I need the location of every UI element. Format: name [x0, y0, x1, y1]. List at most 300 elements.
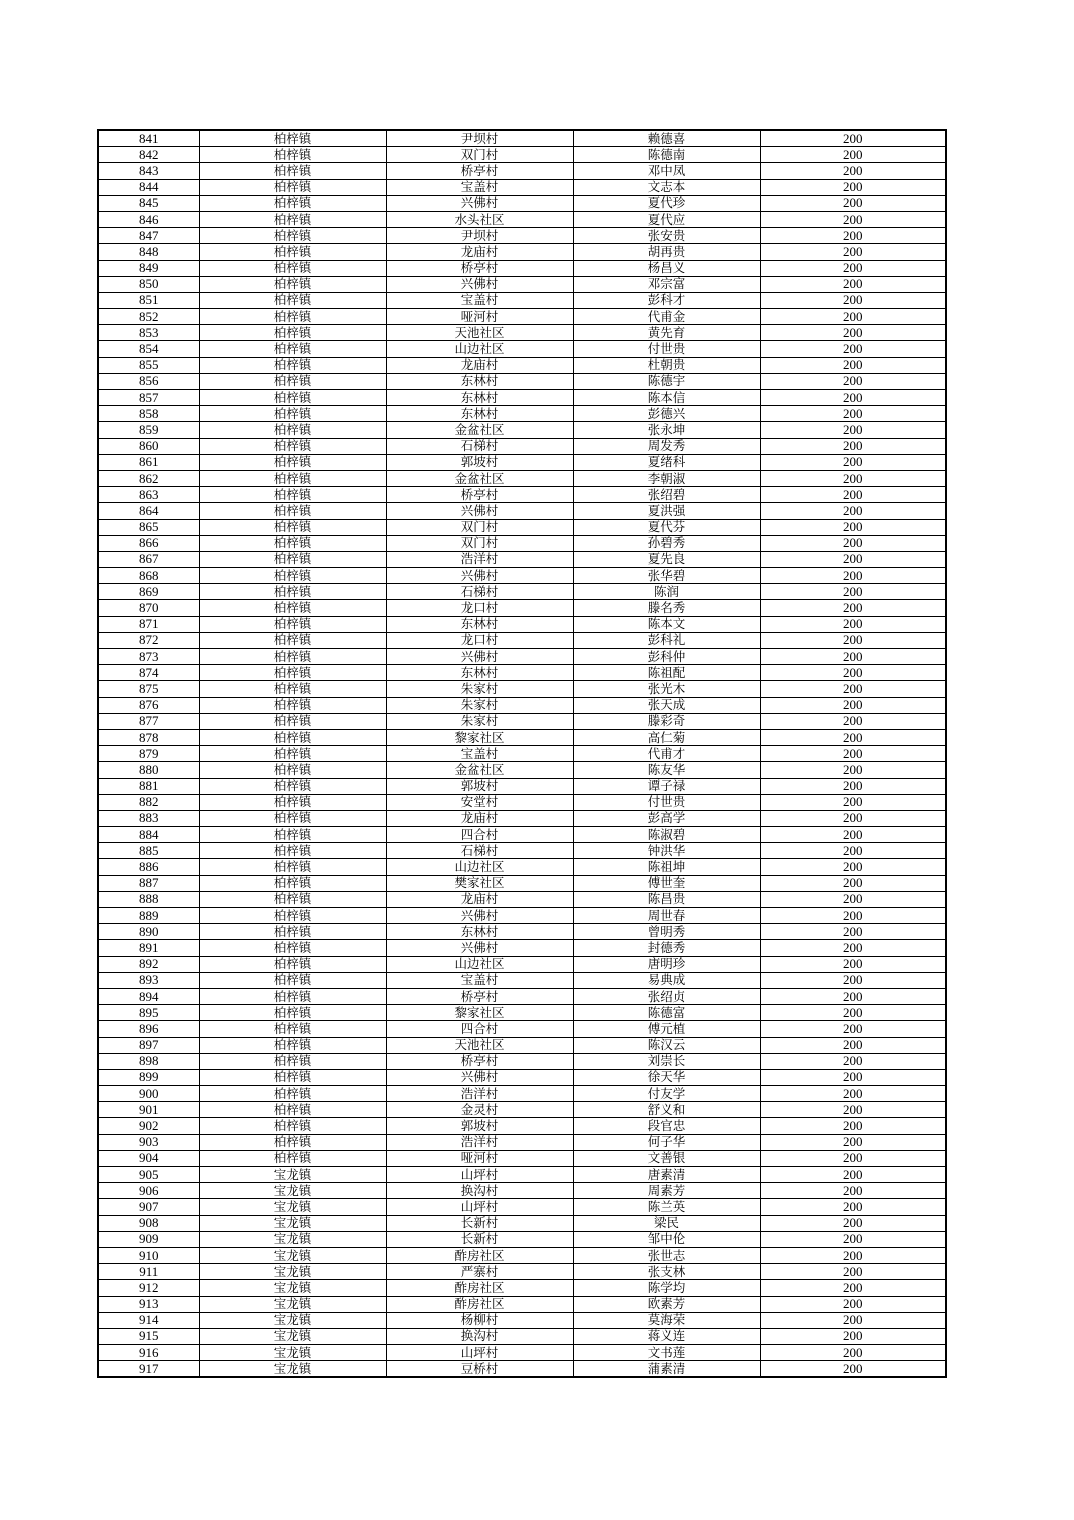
village-cell: 东林村 — [386, 406, 573, 422]
person-name-cell: 孙碧秀 — [573, 535, 760, 551]
town-cell: 柏梓镇 — [199, 163, 386, 179]
row-number-cell: 889 — [98, 908, 199, 924]
village-cell: 兴佛村 — [386, 908, 573, 924]
village-cell: 兴佛村 — [386, 1069, 573, 1085]
amount-cell: 200 — [760, 244, 946, 260]
town-cell: 柏梓镇 — [199, 1134, 386, 1150]
village-cell: 东林村 — [386, 373, 573, 389]
amount-cell: 200 — [760, 1021, 946, 1037]
row-number-cell: 893 — [98, 972, 199, 988]
person-name-cell: 邓宗富 — [573, 276, 760, 292]
table-row — [98, 1053, 946, 1069]
row-number-cell: 871 — [98, 616, 199, 632]
town-cell: 宝龙镇 — [199, 1215, 386, 1231]
row-number-cell: 914 — [98, 1312, 199, 1328]
person-name-cell: 舒义和 — [573, 1102, 760, 1118]
row-number-cell: 863 — [98, 487, 199, 503]
village-cell: 石梯村 — [386, 438, 573, 454]
town-cell: 柏梓镇 — [199, 519, 386, 535]
person-name-cell: 张世志 — [573, 1247, 760, 1263]
amount-cell: 200 — [760, 1345, 946, 1361]
village-cell: 金盆社区 — [386, 762, 573, 778]
table-row — [98, 956, 946, 972]
table-row — [98, 1069, 946, 1085]
table-row — [98, 163, 946, 179]
village-cell: 山坪村 — [386, 1345, 573, 1361]
amount-cell: 200 — [760, 794, 946, 810]
town-cell: 宝龙镇 — [199, 1247, 386, 1263]
row-number-cell: 869 — [98, 584, 199, 600]
village-cell: 东林村 — [386, 924, 573, 940]
amount-cell: 200 — [760, 211, 946, 227]
town-cell: 柏梓镇 — [199, 276, 386, 292]
town-cell: 柏梓镇 — [199, 422, 386, 438]
town-cell: 柏梓镇 — [199, 325, 386, 341]
person-name-cell: 夏先良 — [573, 551, 760, 567]
table-row — [98, 568, 946, 584]
row-number-cell: 883 — [98, 810, 199, 826]
table-row — [98, 665, 946, 681]
row-number-cell: 874 — [98, 665, 199, 681]
village-cell: 郭坡村 — [386, 454, 573, 470]
person-name-cell: 赖德喜 — [573, 130, 760, 147]
table-row — [98, 390, 946, 406]
row-number-cell: 849 — [98, 260, 199, 276]
table-row — [98, 762, 946, 778]
town-cell: 柏梓镇 — [199, 1037, 386, 1053]
row-number-cell: 907 — [98, 1199, 199, 1215]
village-cell: 金灵村 — [386, 1102, 573, 1118]
amount-cell: 200 — [760, 956, 946, 972]
table-row — [98, 1134, 946, 1150]
table-row — [98, 276, 946, 292]
person-name-cell: 张安贵 — [573, 228, 760, 244]
table-row — [98, 373, 946, 389]
town-cell: 柏梓镇 — [199, 1102, 386, 1118]
table-row — [98, 260, 946, 276]
amount-cell: 200 — [760, 341, 946, 357]
row-number-cell: 912 — [98, 1280, 199, 1296]
row-number-cell: 894 — [98, 988, 199, 1004]
row-number-cell: 846 — [98, 211, 199, 227]
person-name-cell: 陈汉云 — [573, 1037, 760, 1053]
row-number-cell: 850 — [98, 276, 199, 292]
table-row — [98, 600, 946, 616]
row-number-cell: 910 — [98, 1247, 199, 1263]
town-cell: 柏梓镇 — [199, 1118, 386, 1134]
table-row — [98, 729, 946, 745]
row-number-cell: 875 — [98, 681, 199, 697]
table-row — [98, 551, 946, 567]
person-name-cell: 陈昌贵 — [573, 891, 760, 907]
village-cell: 朱家村 — [386, 697, 573, 713]
village-cell: 严寨村 — [386, 1264, 573, 1280]
amount-cell: 200 — [760, 195, 946, 211]
town-cell: 宝龙镇 — [199, 1280, 386, 1296]
person-name-cell: 蒋义连 — [573, 1328, 760, 1344]
town-cell: 柏梓镇 — [199, 956, 386, 972]
town-cell: 柏梓镇 — [199, 503, 386, 519]
person-name-cell: 黄先育 — [573, 325, 760, 341]
town-cell: 柏梓镇 — [199, 454, 386, 470]
person-name-cell: 陈祖配 — [573, 665, 760, 681]
amount-cell: 200 — [760, 1231, 946, 1247]
town-cell: 柏梓镇 — [199, 940, 386, 956]
table-row — [98, 195, 946, 211]
table-row — [98, 1167, 946, 1183]
table-row — [98, 341, 946, 357]
person-name-cell: 代甫金 — [573, 309, 760, 325]
amount-cell: 200 — [760, 697, 946, 713]
table-row — [98, 1118, 946, 1134]
person-name-cell: 夏代应 — [573, 211, 760, 227]
town-cell: 柏梓镇 — [199, 390, 386, 406]
village-cell: 酢房社区 — [386, 1247, 573, 1263]
town-cell: 柏梓镇 — [199, 244, 386, 260]
town-cell: 柏梓镇 — [199, 616, 386, 632]
row-number-cell: 873 — [98, 649, 199, 665]
town-cell: 柏梓镇 — [199, 600, 386, 616]
village-cell: 桥亭村 — [386, 487, 573, 503]
table-row — [98, 616, 946, 632]
amount-cell: 200 — [760, 632, 946, 648]
amount-cell: 200 — [760, 551, 946, 567]
amount-cell: 200 — [760, 1134, 946, 1150]
amount-cell: 200 — [760, 390, 946, 406]
village-cell: 山坪村 — [386, 1199, 573, 1215]
row-number-cell: 862 — [98, 470, 199, 486]
person-name-cell: 彭科仲 — [573, 649, 760, 665]
village-cell: 长新村 — [386, 1231, 573, 1247]
table-row — [98, 778, 946, 794]
person-name-cell: 易典成 — [573, 972, 760, 988]
row-number-cell: 877 — [98, 713, 199, 729]
row-number-cell: 853 — [98, 325, 199, 341]
amount-cell: 200 — [760, 535, 946, 551]
amount-cell: 200 — [760, 584, 946, 600]
town-cell: 柏梓镇 — [199, 1053, 386, 1069]
table-row — [98, 357, 946, 373]
row-number-cell: 902 — [98, 1118, 199, 1134]
person-name-cell: 邓中凤 — [573, 163, 760, 179]
amount-cell: 200 — [760, 1312, 946, 1328]
town-cell: 柏梓镇 — [199, 292, 386, 308]
row-number-cell: 888 — [98, 891, 199, 907]
row-number-cell: 867 — [98, 551, 199, 567]
town-cell: 宝龙镇 — [199, 1167, 386, 1183]
table-row — [98, 681, 946, 697]
amount-cell: 200 — [760, 1102, 946, 1118]
row-number-cell: 915 — [98, 1328, 199, 1344]
person-name-cell: 陈润 — [573, 584, 760, 600]
village-cell: 东林村 — [386, 665, 573, 681]
village-cell: 豆桥村 — [386, 1361, 573, 1378]
town-cell: 柏梓镇 — [199, 568, 386, 584]
village-cell: 郭坡村 — [386, 778, 573, 794]
table-row — [98, 487, 946, 503]
row-number-cell: 892 — [98, 956, 199, 972]
town-cell: 宝龙镇 — [199, 1231, 386, 1247]
row-number-cell: 882 — [98, 794, 199, 810]
village-cell: 酢房社区 — [386, 1280, 573, 1296]
table-row — [98, 1215, 946, 1231]
amount-cell: 200 — [760, 130, 946, 147]
amount-cell: 200 — [760, 1280, 946, 1296]
town-cell: 柏梓镇 — [199, 875, 386, 891]
row-number-cell: 876 — [98, 697, 199, 713]
row-number-cell: 860 — [98, 438, 199, 454]
data-table — [97, 129, 947, 1378]
table-row — [98, 632, 946, 648]
amount-cell: 200 — [760, 470, 946, 486]
village-cell: 郭坡村 — [386, 1118, 573, 1134]
row-number-cell: 858 — [98, 406, 199, 422]
table-row — [98, 940, 946, 956]
town-cell: 柏梓镇 — [199, 341, 386, 357]
town-cell: 宝龙镇 — [199, 1345, 386, 1361]
amount-cell: 200 — [760, 713, 946, 729]
village-cell: 东林村 — [386, 390, 573, 406]
row-number-cell: 904 — [98, 1150, 199, 1166]
table-row — [98, 649, 946, 665]
table-row — [98, 1328, 946, 1344]
row-number-cell: 847 — [98, 228, 199, 244]
town-cell: 柏梓镇 — [199, 729, 386, 745]
amount-cell: 200 — [760, 1199, 946, 1215]
row-number-cell: 899 — [98, 1069, 199, 1085]
row-number-cell: 864 — [98, 503, 199, 519]
village-cell: 龙庙村 — [386, 357, 573, 373]
amount-cell: 200 — [760, 487, 946, 503]
town-cell: 柏梓镇 — [199, 746, 386, 762]
row-number-cell: 856 — [98, 373, 199, 389]
person-name-cell: 唐明珍 — [573, 956, 760, 972]
village-cell: 朱家村 — [386, 713, 573, 729]
village-cell: 尹坝村 — [386, 130, 573, 147]
town-cell: 柏梓镇 — [199, 1150, 386, 1166]
village-cell: 兴佛村 — [386, 649, 573, 665]
table-row — [98, 1231, 946, 1247]
table-row — [98, 891, 946, 907]
amount-cell: 200 — [760, 422, 946, 438]
person-name-cell: 陈祖坤 — [573, 859, 760, 875]
amount-cell: 200 — [760, 1069, 946, 1085]
table-row — [98, 1150, 946, 1166]
table-row — [98, 454, 946, 470]
row-number-cell: 865 — [98, 519, 199, 535]
amount-cell: 200 — [760, 438, 946, 454]
row-number-cell: 881 — [98, 778, 199, 794]
town-cell: 宝龙镇 — [199, 1296, 386, 1312]
town-cell: 柏梓镇 — [199, 438, 386, 454]
amount-cell: 200 — [760, 762, 946, 778]
amount-cell: 200 — [760, 746, 946, 762]
person-name-cell: 付友学 — [573, 1086, 760, 1102]
table-row — [98, 1021, 946, 1037]
amount-cell: 200 — [760, 1118, 946, 1134]
table-row — [98, 1199, 946, 1215]
amount-cell: 200 — [760, 616, 946, 632]
town-cell: 柏梓镇 — [199, 908, 386, 924]
table-row — [98, 988, 946, 1004]
person-name-cell: 欧素芳 — [573, 1296, 760, 1312]
row-number-cell: 911 — [98, 1264, 199, 1280]
table-row — [98, 1086, 946, 1102]
table-row — [98, 244, 946, 260]
table-row — [98, 422, 946, 438]
row-number-cell: 887 — [98, 875, 199, 891]
table-row — [98, 179, 946, 195]
row-number-cell: 905 — [98, 1167, 199, 1183]
amount-cell: 200 — [760, 373, 946, 389]
person-name-cell: 张光木 — [573, 681, 760, 697]
amount-cell: 200 — [760, 406, 946, 422]
amount-cell: 200 — [760, 1328, 946, 1344]
amount-cell: 200 — [760, 325, 946, 341]
person-name-cell: 付世贵 — [573, 341, 760, 357]
town-cell: 宝龙镇 — [199, 1312, 386, 1328]
village-cell: 浩洋村 — [386, 1086, 573, 1102]
village-cell: 龙口村 — [386, 632, 573, 648]
village-cell: 石梯村 — [386, 584, 573, 600]
town-cell: 柏梓镇 — [199, 665, 386, 681]
village-cell: 双门村 — [386, 519, 573, 535]
amount-cell: 200 — [760, 859, 946, 875]
row-number-cell: 898 — [98, 1053, 199, 1069]
table-row — [98, 584, 946, 600]
town-cell: 柏梓镇 — [199, 584, 386, 600]
town-cell: 柏梓镇 — [199, 988, 386, 1004]
village-cell: 宝盖村 — [386, 179, 573, 195]
town-cell: 柏梓镇 — [199, 357, 386, 373]
row-number-cell: 848 — [98, 244, 199, 260]
person-name-cell: 周世春 — [573, 908, 760, 924]
town-cell: 柏梓镇 — [199, 924, 386, 940]
village-cell: 东林村 — [386, 616, 573, 632]
person-name-cell: 陈友华 — [573, 762, 760, 778]
amount-cell: 200 — [760, 1215, 946, 1231]
table-row — [98, 325, 946, 341]
amount-cell: 200 — [760, 309, 946, 325]
town-cell: 柏梓镇 — [199, 535, 386, 551]
table-row — [98, 130, 946, 147]
amount-cell: 200 — [760, 292, 946, 308]
row-number-cell: 872 — [98, 632, 199, 648]
table-row — [98, 859, 946, 875]
village-cell: 宝盖村 — [386, 972, 573, 988]
town-cell: 柏梓镇 — [199, 810, 386, 826]
row-number-cell: 906 — [98, 1183, 199, 1199]
table-row — [98, 470, 946, 486]
row-number-cell: 896 — [98, 1021, 199, 1037]
town-cell: 柏梓镇 — [199, 470, 386, 486]
person-name-cell: 彭科礼 — [573, 632, 760, 648]
town-cell: 柏梓镇 — [199, 1069, 386, 1085]
amount-cell: 200 — [760, 228, 946, 244]
table-row — [98, 713, 946, 729]
person-name-cell: 滕彩奇 — [573, 713, 760, 729]
person-name-cell: 周素芳 — [573, 1183, 760, 1199]
village-cell: 浩洋村 — [386, 1134, 573, 1150]
person-name-cell: 何子华 — [573, 1134, 760, 1150]
row-number-cell: 903 — [98, 1134, 199, 1150]
village-cell: 天池社区 — [386, 325, 573, 341]
village-cell: 换沟村 — [386, 1183, 573, 1199]
table-row — [98, 827, 946, 843]
person-name-cell: 邹中伦 — [573, 1231, 760, 1247]
amount-cell: 200 — [760, 1053, 946, 1069]
person-name-cell: 文善银 — [573, 1150, 760, 1166]
table-row — [98, 810, 946, 826]
row-number-cell: 913 — [98, 1296, 199, 1312]
person-name-cell: 陈兰英 — [573, 1199, 760, 1215]
town-cell: 柏梓镇 — [199, 1086, 386, 1102]
person-name-cell: 胡再贵 — [573, 244, 760, 260]
town-cell: 柏梓镇 — [199, 859, 386, 875]
village-cell: 四合村 — [386, 1021, 573, 1037]
town-cell: 柏梓镇 — [199, 406, 386, 422]
amount-cell: 200 — [760, 1150, 946, 1166]
person-name-cell: 张天成 — [573, 697, 760, 713]
village-cell: 龙庙村 — [386, 810, 573, 826]
person-name-cell: 彭科才 — [573, 292, 760, 308]
town-cell: 柏梓镇 — [199, 260, 386, 276]
town-cell: 柏梓镇 — [199, 778, 386, 794]
village-cell: 杨柳村 — [386, 1312, 573, 1328]
table-row — [98, 1361, 946, 1378]
row-number-cell: 854 — [98, 341, 199, 357]
table-row — [98, 908, 946, 924]
table-row — [98, 1037, 946, 1053]
row-number-cell: 916 — [98, 1345, 199, 1361]
amount-cell: 200 — [760, 729, 946, 745]
town-cell: 宝龙镇 — [199, 1264, 386, 1280]
amount-cell: 200 — [760, 940, 946, 956]
village-cell: 换沟村 — [386, 1328, 573, 1344]
table-row — [98, 519, 946, 535]
person-name-cell: 代甫才 — [573, 746, 760, 762]
amount-cell: 200 — [760, 568, 946, 584]
village-cell: 水头社区 — [386, 211, 573, 227]
town-cell: 柏梓镇 — [199, 891, 386, 907]
table-row — [98, 843, 946, 859]
row-number-cell: 844 — [98, 179, 199, 195]
person-name-cell: 夏代珍 — [573, 195, 760, 211]
village-cell: 桥亭村 — [386, 1053, 573, 1069]
amount-cell: 200 — [760, 908, 946, 924]
village-cell: 黎家社区 — [386, 729, 573, 745]
person-name-cell: 刘崇长 — [573, 1053, 760, 1069]
table-row — [98, 972, 946, 988]
amount-cell: 200 — [760, 988, 946, 1004]
row-number-cell: 880 — [98, 762, 199, 778]
amount-cell: 200 — [760, 778, 946, 794]
amount-cell: 200 — [760, 1005, 946, 1021]
person-name-cell: 张华碧 — [573, 568, 760, 584]
table-row — [98, 1102, 946, 1118]
person-name-cell: 陈德宇 — [573, 373, 760, 389]
table-row — [98, 875, 946, 891]
row-number-cell: 884 — [98, 827, 199, 843]
table-row — [98, 1005, 946, 1021]
row-number-cell: 879 — [98, 746, 199, 762]
village-cell: 哑河村 — [386, 1150, 573, 1166]
table-body — [98, 130, 946, 1377]
village-cell: 宝盖村 — [386, 746, 573, 762]
amount-cell: 200 — [760, 1183, 946, 1199]
person-name-cell: 陈学均 — [573, 1280, 760, 1296]
person-name-cell: 彭高学 — [573, 810, 760, 826]
